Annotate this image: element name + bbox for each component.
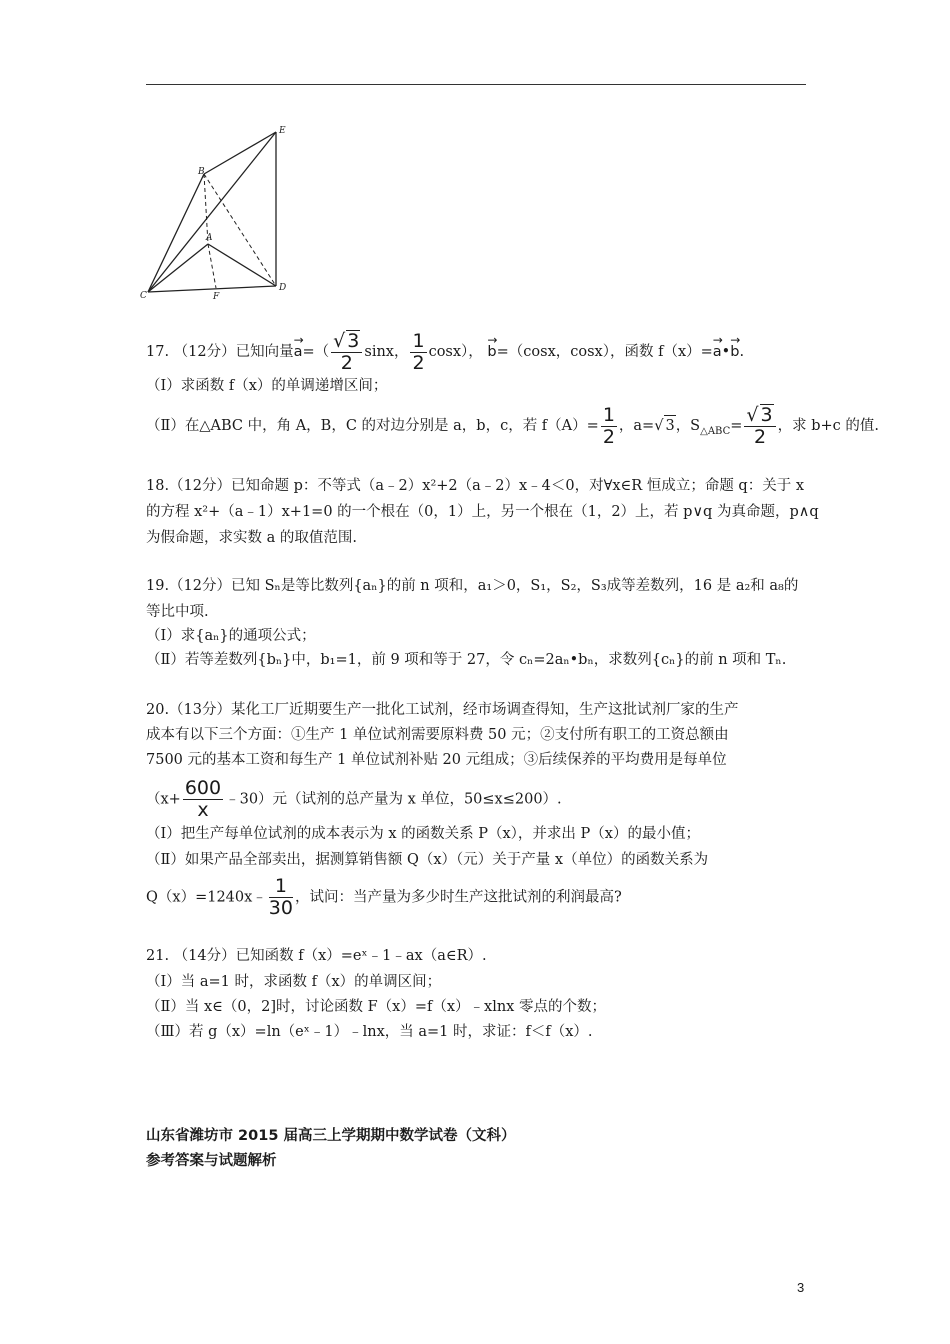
- q20-line4-text: ﹣30）元（试剂的总产量为 x 单位，50≤x≤200）.: [225, 791, 562, 808]
- label-a: A: [206, 233, 213, 243]
- q17-area-eq: =: [730, 418, 743, 434]
- q17-period: .: [739, 344, 745, 360]
- q17-text: 17. （12分）已知向量: [146, 344, 294, 360]
- q20-line7: [146, 876, 622, 919]
- q17-line2: （Ⅰ）求函数 f（x）的单调递增区间；: [146, 378, 388, 394]
- edge-ad: [208, 244, 276, 286]
- q18-line1: 18.（12分）已知命题 p：不等式（a﹣2）x²+2（a﹣2）x﹣4＜0，对∀x∈R 恒成立；命题 q：关于 x: [146, 478, 804, 494]
- label-f: F: [213, 292, 220, 300]
- q19-line2: 等比中项.: [146, 604, 209, 620]
- fraction-600-over-x: $\frac{600}{x}$: [184, 777, 222, 821]
- q20-line2: 成本有以下三个方面：①生产 1 单位试剂需要原料费 50 元；②支付所有职工的工资总额由: [146, 727, 729, 743]
- vector-b: → b: [487, 336, 496, 362]
- q17-area-sub: △ABC: [700, 425, 731, 437]
- q19-line4: （Ⅱ）若等差数列{bₙ}中，b₁=1，前 9 项和等于 27，令 cₙ=2aₙ•bₙ，求数列{cₙ}的前 n 项和 Tₙ.: [146, 652, 787, 668]
- q17-paren: =（: [302, 344, 330, 360]
- edge-bd: [204, 174, 276, 286]
- fraction-half: $\frac{1}{2}$: [602, 403, 615, 448]
- fraction-1-over-2: $\frac{1}{2}$: [412, 329, 425, 374]
- q17-sinx: sinx，: [364, 344, 409, 360]
- q18-line3: 为假命题，求实数 a 的取值范围.: [146, 530, 357, 546]
- edge-be: [204, 132, 276, 174]
- fraction-sqrt3-over-2-b: $\frac{√ 3}{2}$: [744, 404, 775, 448]
- q17-b-value: =（cosx，cosx），函数 f（x）=: [496, 344, 713, 360]
- edge-ca: [148, 244, 208, 292]
- q20-paren: （x+: [146, 791, 181, 808]
- q17-ask: ，求 b+c 的值.: [777, 418, 879, 434]
- q21-line3: （Ⅱ）当 x∈（0，2]时，讨论函数 F（x）=f（x）﹣xlnx 零点的个数；: [146, 999, 606, 1015]
- vector-a-2: → a: [713, 336, 722, 362]
- sqrt3-value: √ 3: [654, 418, 675, 434]
- q18-line2: 的方程 x²+（a﹣1）x+1=0 的一个根在（0，1）上，另一个根在（1，2）上，若 p∨q 为真命题，p∧q: [146, 504, 819, 520]
- q17-cosx: cosx），: [428, 344, 483, 360]
- answer-section-subtitle: 参考答案与试题解析: [146, 1153, 277, 1169]
- q17-line3-text: （Ⅱ）在△ABC 中，角 A，B，C 的对边分别是 a，b，c，若 f（A）=: [146, 418, 599, 434]
- q17-dot: •: [721, 344, 731, 360]
- label-b: B: [198, 167, 205, 177]
- q19-line1: 19.（12分）已知 Sₙ是等比数列{aₙ}的前 n 项和，a₁＞0，S₁，S₂，S₃成等差数列，16 是 a₂和 a₈的: [146, 578, 799, 594]
- label-e: E: [279, 126, 286, 136]
- q17-line1: [146, 330, 744, 374]
- q21-line1: 21. （14分）已知函数 f（x）=eˣ﹣1﹣ax（a∈R）.: [146, 948, 487, 964]
- edge-cd: [148, 286, 276, 292]
- q19-line3: （Ⅰ）求{aₙ}的通项公式；: [146, 628, 316, 644]
- page-number: 3: [797, 1280, 805, 1295]
- q20-q-func: Q（x）=1240x﹣: [146, 889, 267, 906]
- fraction-sqrt3-over-2: $\frac{√ 3}{2}$: [331, 330, 362, 374]
- q20-line5: （Ⅰ）把生产每单位试剂的成本表示为 x 的函数关系 P（x），并求出 P（x）的最小值；: [146, 826, 700, 842]
- label-d: D: [279, 283, 287, 293]
- q20-line6: （Ⅱ）如果产品全部卖出，据测算销售额 Q（x）（元）关于产量 x（单位）的函数关系为: [146, 852, 709, 868]
- label-c: C: [140, 291, 147, 300]
- q17-line3: [146, 404, 879, 448]
- vector-a: → a: [294, 336, 303, 362]
- q21-line4: （Ⅲ）若 g（x）=ln（eˣ﹣1）﹣lnx，当 a=1 时，求证：f＜f（x）.: [146, 1024, 593, 1040]
- fraction-1-over-30: $\frac{1}{30}$: [268, 875, 293, 919]
- geometry-figure: [140, 122, 300, 300]
- answer-section-title: 山东省潍坊市 2015 届高三上学期期中数学试卷（文科）: [146, 1128, 516, 1144]
- edge-af: [208, 244, 216, 288]
- header-rule: [146, 84, 806, 85]
- vector-b-2: → b: [730, 336, 739, 362]
- q17-area-s: ，S: [675, 418, 701, 434]
- q20-line4: [146, 778, 562, 821]
- q17-a-eq: ，a=: [618, 418, 655, 434]
- q20-ask: ，试问：当产量为多少时生产这批试剂的利润最高?: [294, 889, 622, 906]
- q20-line1: 20.（13分）某化工厂近期要生产一批化工试剂，经市场调查得知，生产这批试剂厂家的生产: [146, 702, 739, 718]
- q20-line3: 7500 元的基本工资和每生产 1 单位试剂补贴 20 元组成；③后续保养的平均费用是每单位: [146, 752, 727, 768]
- q21-line2: （Ⅰ）当 a=1 时，求函数 f（x）的单调区间；: [146, 974, 442, 990]
